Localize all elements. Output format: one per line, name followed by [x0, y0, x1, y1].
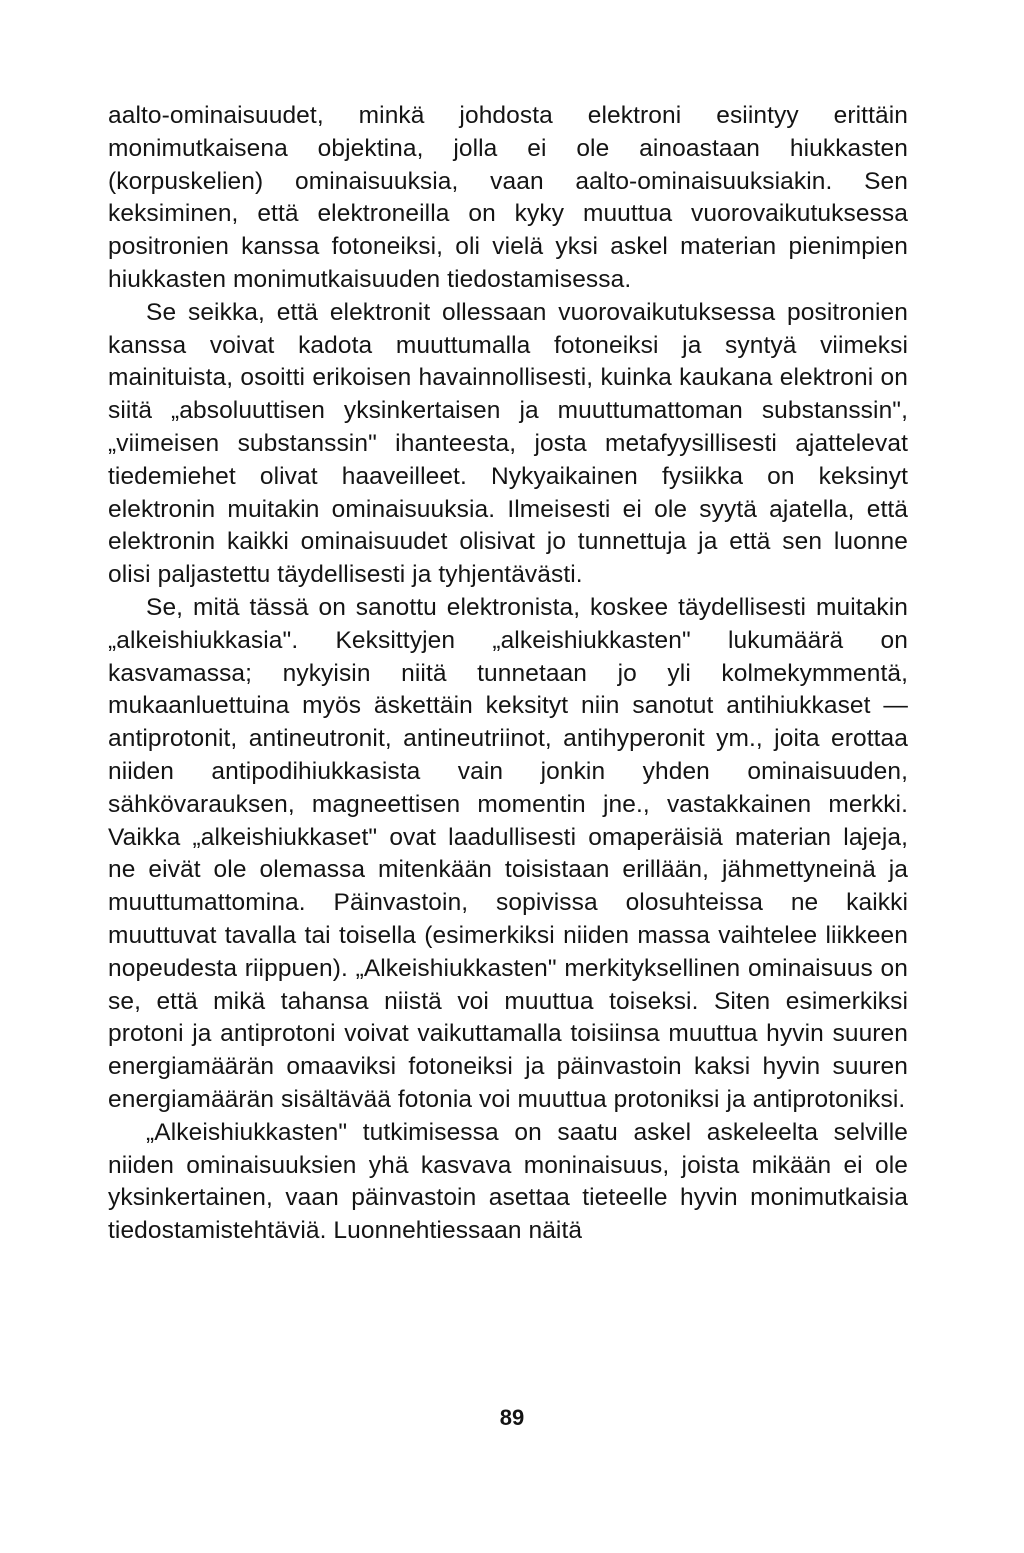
paragraph-2: Se seikka, että elektronit ollessaan vuorovaikutuksessa positronien kanssa voivat kadota muuttumalla fotoneiksi ja syntyä viimeksi mainituista, osoitti erikoisen havainnollisesti, kuinka kaukana elektroni on siitä „absoluuttisen yksinkertaisen ja muuttumattoman substanssin", „viimeisen substanssin" ihanteesta, josta metafyysillisesti ajattelevat tiedemiehet olivat haaveilleet. Nykyaikainen fysiikka on keksinyt elektronin muitakin ominaisuuksia. Ilmeisesti ei ole syytä ajatella, että elektronin kaikki ominaisuudet olisivat jo tunnettuja ja että sen luonne olisi paljastettu täydellisesti ja tyhjentävästi. — [108, 298, 908, 589]
page-body — [108, 100, 908, 1248]
paragraph-4: „Alkeishiukkasten" tutkimisessa on saatu askel askeleelta selville niiden ominaisuuksien yhä kasvava moninaisuus, joista mikään ei ole yksinkertainen, vaan päinvastoin asettaa tieteelle hyvin monimutkaisia tiedostamistehtäviä. Luonnehtiessaan näitä — [108, 1118, 908, 1245]
paragraph-3: Se, mitä tässä on sanottu elektronista, koskee täydellisesti muitakin „alkeishiukkasia". Keksittyjen „alkeishiukkasten" lukumäärä on kasvamassa; nykyisin niitä tunnetaan jo yli kolmekymmentä, mukaanluettuina myös äskettäin keksityt niin sanotut antihiukkaset — antiprotonit, antineutronit, antineutriinot, antihyperonit ym., joita erottaa niiden antipodihiukkasista vain jonkin yhden ominaisuuden, sähkövarauksen, magneettisen momentin jne., vastakkainen merkki. Vaikka „alkeishiukkaset" ovat laadullisesti omaperäisiä materian lajeja, ne eivät ole olemassa mitenkään toisistaan erillään, jähmettyneinä ja muuttumattomina. Päinvastoin, sopivissa olosuhteissa ne kaikki muuttuvat tavalla tai toisella (esimerkiksi niiden massa vaihtelee liikkeen nopeudesta riippuen). „Alkeishiukkasten" merkityksellinen ominaisuus on se, että mikä tahansa niistä voi muuttua toiseksi. Siten esimerkiksi protoni ja antiprotoni voivat vaikuttamalla toisiinsa muuttua hyvin suuren energiamäärän omaaviksi fotoneiksi ja päinvastoin kaksi hyvin suuren energiamäärän sisältävää fotonia voi muuttua protoniksi ja antiprotoniksi. — [108, 593, 908, 1113]
paragraph-1: aalto-ominaisuudet, minkä johdosta elektroni esiintyy erittäin monimutkaisena objektina, jolla ei ole ainoastaan hiukkasten (korpuskelien) ominaisuuksia, vaan aalto-ominaisuuksiakin. Sen keksiminen, että elektroneilla on kyky muuttua vuorovaikutuksessa positronien kanssa fotoneiksi, oli vielä yksi askel materian pienimpien hiukkasten monimutkaisuuden tiedostamisessa. — [108, 102, 908, 293]
page-number: 89 — [499, 1405, 525, 1430]
